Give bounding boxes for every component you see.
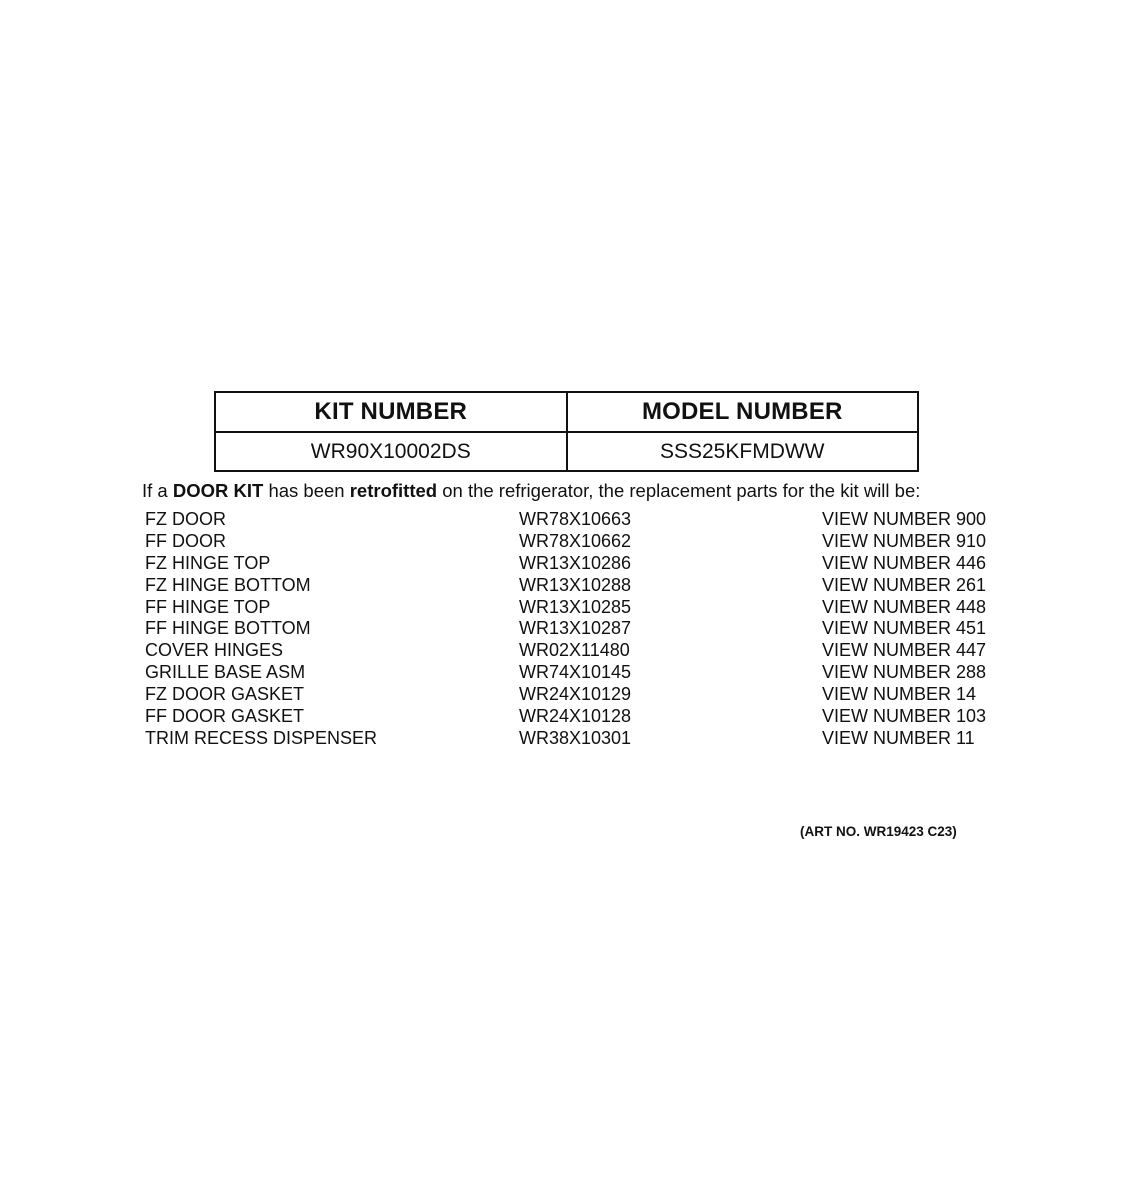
view-number: VIEW NUMBER 900 [822, 509, 987, 529]
kit-model-table [214, 391, 919, 472]
part-number: WR02X11480 [519, 640, 630, 661]
part-name: FZ HINGE TOP [145, 552, 271, 573]
part-name: FF DOOR GASKET [145, 706, 305, 727]
intro-retrofitted: retrofitted [349, 480, 438, 501]
part-number: WR13X10288 [519, 574, 632, 595]
part-number: WR24X10128 [519, 706, 632, 727]
kit-number-header: KIT NUMBER [215, 392, 567, 432]
view-number: VIEW NUMBER 447 [822, 640, 987, 661]
part-row [145, 640, 1015, 662]
part-name: TRIM RECESS DISPENSER [145, 727, 378, 748]
part-name: FF HINGE BOTTOM [145, 618, 311, 639]
part-row [145, 553, 1015, 575]
part-number: WR78X10663 [519, 509, 632, 529]
part-name: GRILLE BASE ASM [145, 662, 306, 683]
part-name: FZ HINGE BOTTOM [145, 574, 311, 595]
part-number: WR13X10287 [519, 618, 632, 639]
view-number: VIEW NUMBER 103 [822, 706, 987, 727]
view-number: VIEW NUMBER 451 [822, 618, 987, 639]
part-number: WR24X10129 [519, 684, 632, 705]
part-number: WR13X10285 [519, 596, 632, 617]
part-row [145, 575, 1015, 597]
part-number: WR38X10301 [519, 727, 632, 748]
view-number: VIEW NUMBER 288 [822, 662, 987, 683]
part-row [145, 597, 1015, 619]
kit-table-value-row [215, 432, 918, 471]
intro-part-2: has been [263, 480, 350, 501]
intro-text [142, 480, 1012, 502]
part-row [145, 728, 1015, 750]
view-number: VIEW NUMBER 446 [822, 552, 987, 573]
part-name: FZ DOOR GASKET [145, 684, 305, 705]
view-number: VIEW NUMBER 11 [822, 727, 975, 748]
part-name: FF HINGE TOP [145, 596, 271, 617]
model-number-value: SSS25KFMDWW [567, 432, 919, 471]
part-number: WR13X10286 [519, 552, 632, 573]
part-row [145, 509, 1015, 531]
model-number-header: MODEL NUMBER [567, 392, 919, 432]
replacement-parts-list [145, 509, 1015, 750]
part-name: FF DOOR [145, 530, 226, 551]
part-number: WR78X10662 [519, 530, 632, 551]
part-row [145, 662, 1015, 684]
part-number: WR74X10145 [519, 662, 632, 683]
part-row [145, 618, 1015, 640]
part-row [145, 684, 1015, 706]
intro-door-kit: DOOR KIT [172, 480, 264, 501]
art-number: (ART NO. WR19423 C23) [800, 824, 957, 839]
kit-table-header-row [215, 392, 918, 432]
intro-part-1: If a [142, 480, 173, 501]
view-number: VIEW NUMBER 261 [822, 574, 987, 595]
view-number: VIEW NUMBER 448 [822, 596, 987, 617]
part-name: COVER HINGES [145, 640, 284, 661]
part-name: FZ DOOR [145, 509, 226, 529]
view-number: VIEW NUMBER 14 [822, 684, 977, 705]
intro-part-3: on the refrigerator, the replacement parts for the kit will be: [437, 480, 921, 501]
part-row [145, 531, 1015, 553]
kit-number-value: WR90X10002DS [215, 432, 567, 471]
view-number: VIEW NUMBER 910 [822, 530, 987, 551]
part-row [145, 706, 1015, 728]
